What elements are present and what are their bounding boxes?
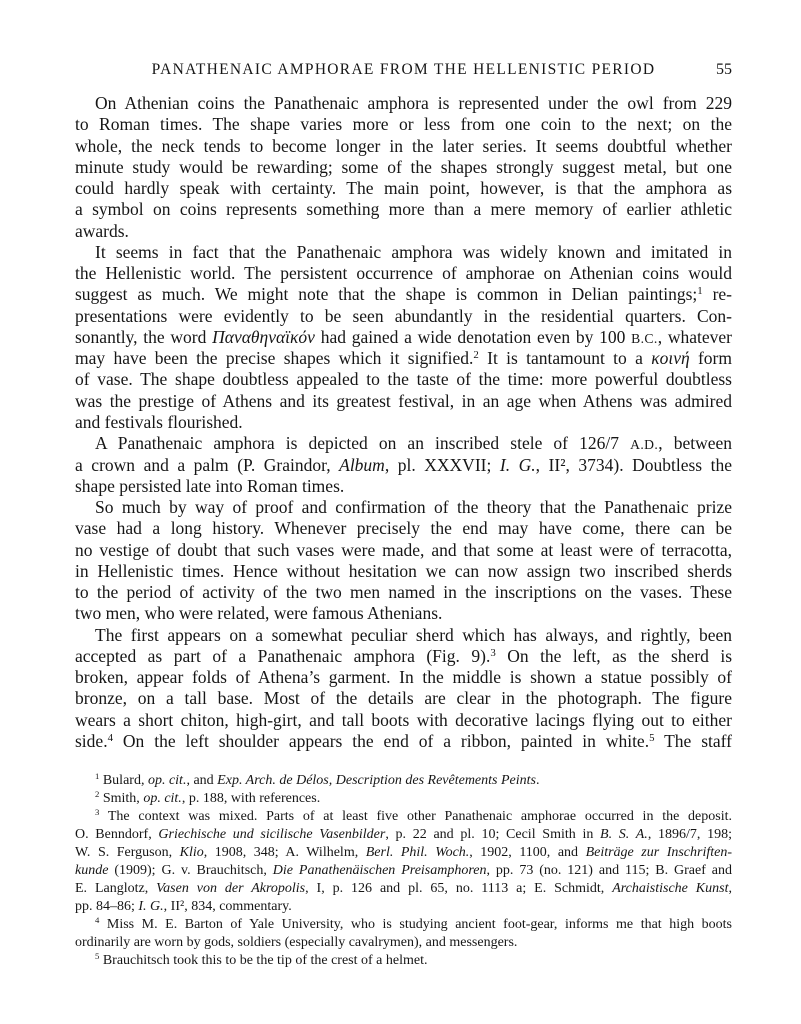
text-line: awards. — [75, 220, 129, 241]
text-run: , 1902, 1100, and — [469, 845, 586, 860]
running-title: PANATHENAIC AMPHORAE FROM THE HELLENISTIC PERIOD — [151, 61, 656, 78]
text-line: The first appears on a somewhat peculiar sherd which has always, and rightly, been — [95, 624, 732, 645]
text-line: to the period of activity of the two men named in the inscriptions on the vases. These — [75, 582, 732, 603]
text-run: The context was mixed. Parts of at least five other Panathenaic amphorae occurred in the deposit. — [99, 809, 732, 824]
italic-citation: Archaistische Kunst — [612, 881, 729, 896]
text-run: , II², 834, commentary. — [163, 899, 292, 914]
text-run: , between — [658, 433, 733, 454]
footnote-reference: 1 — [697, 285, 703, 298]
footnote-marker: 4 — [95, 915, 100, 926]
text-run: (1909); G. v. Brauchitsch, — [108, 863, 273, 878]
footnote-marker: 3 — [95, 807, 100, 818]
text-line — [75, 455, 732, 476]
text-line: It seems in fact that the Panathenaic amphora was widely known and imitated in — [95, 241, 732, 262]
text-line: in Hellenistic times. Hence without hesitation we can now assign two inscribed sherds — [75, 560, 732, 581]
footnote-reference: 5 — [649, 732, 655, 745]
text-line: to Roman times. The shape varies more or less from one coin to the next; on the — [75, 114, 732, 135]
footnote — [75, 916, 732, 952]
text-run: O. Benndorf, — [75, 827, 159, 842]
text-run: re- — [702, 284, 732, 305]
text-line: whole, the neck tends to become longer in the later series. It seems doubtful whether — [75, 135, 732, 156]
text-line — [75, 731, 732, 752]
text-run: , I, p. 126 and pl. 65, no. 1113 a; E. Schmidt, — [305, 881, 613, 896]
footnotes — [75, 772, 732, 970]
italic-citation: I. G. — [138, 899, 164, 914]
text-line: could hardly speak with certainty. The main point, however, is that the amphora as — [75, 178, 732, 199]
text-line: of vase. The shape doubtless appealed to the taste of the time: more powerful doubtless — [75, 369, 732, 390]
running-head — [75, 60, 732, 80]
footnote-marker: 2 — [95, 789, 100, 800]
body-text — [75, 93, 732, 752]
text-line: was the prestige of Athens and its greatest festival, in an age when Athens was admired — [75, 390, 732, 411]
footnote-line — [75, 862, 732, 880]
text-run: On the left, as the sherd is — [495, 645, 732, 666]
italic-citation: kunde — [75, 863, 109, 878]
text-run: A Panathenaic amphora is depicted on an inscribed stele of 126/7 — [95, 433, 631, 454]
footnote-line — [75, 844, 732, 862]
text-run: side. — [75, 730, 108, 751]
footnote-marker: 5 — [95, 951, 100, 962]
footnote-line — [75, 880, 732, 898]
text-run: accepted as part of a Panathenaic amphora (Fig. 9). — [75, 645, 491, 666]
footnote-line — [75, 772, 732, 790]
text-run: It is tantamount to a — [478, 348, 652, 369]
text-line: two men, who were related, were famous Athenians. — [75, 603, 443, 624]
footnote-line — [75, 790, 732, 808]
italic-citation: op. cit. — [143, 791, 182, 806]
text-run: , 1908, 348; A. Wilhelm, — [203, 845, 366, 860]
text-line: So much by way of proof and confirmation of the theory that the Panathenaic prize — [95, 497, 732, 518]
text-run: , 1896/7, 198; — [647, 827, 732, 842]
italic-citation: Griechische und sicilische Vasenbilder — [158, 827, 386, 842]
body-paragraph — [75, 497, 732, 625]
body-paragraph — [75, 625, 732, 753]
italic-citation: op. cit. — [147, 773, 187, 788]
text-run: , p. 188, with references. — [181, 791, 321, 806]
text-run: form — [689, 348, 732, 369]
era-abbreviation: A.D. — [630, 437, 659, 453]
italic-citation: Album — [339, 454, 385, 475]
text-line: bronze, on a tall base. Most of the details are clear in the photograph. The figure — [75, 688, 732, 709]
footnote-marker: 1 — [95, 771, 100, 782]
text-run: , pl. XXXVII; — [384, 454, 500, 475]
text-run: E. Langlotz, — [75, 881, 157, 896]
text-run: , II², 3734). Doubtless the — [535, 454, 733, 475]
footnote-reference: 3 — [490, 646, 496, 659]
text-run: The staff — [654, 730, 732, 751]
footnote-line — [75, 898, 732, 916]
italic-citation: Klio — [179, 845, 204, 860]
text-run: Miss M. E. Barton of Yale University, who is studying ancient foot-gear, informs me that high boots — [99, 917, 732, 932]
footnote-line — [75, 826, 732, 844]
text-run: Smith, — [99, 791, 144, 806]
footnote-reference: 2 — [473, 349, 479, 362]
text-run: suggest as much. We might note that the shape is common in Delian paintings; — [75, 284, 698, 305]
footnote-line — [75, 916, 732, 934]
text-run: , — [728, 881, 732, 896]
footnote — [75, 952, 732, 970]
italic-citation: Beiträge zur Inschriften- — [585, 845, 733, 860]
text-line: wears a short chiton, high-girt, and tall boots with decorative lacings flying out to either — [75, 709, 732, 730]
body-paragraph — [75, 93, 732, 242]
italic-citation: Vasen von der Akropolis — [156, 881, 306, 896]
text-line: minute study would be rewarding; some of the shapes strongly suggest metal, but one — [75, 156, 732, 177]
text-line: the Hellenistic world. The persistent occurrence of amphorae on Athenian coins would — [75, 263, 732, 284]
text-line — [75, 433, 732, 454]
italic-citation: I. G. — [499, 454, 536, 475]
italic-citation: Die Panathenäischen Preisamphoren — [272, 863, 487, 878]
body-paragraph — [75, 433, 732, 497]
footnote-reference: 4 — [107, 732, 113, 745]
page-number: 55 — [716, 61, 732, 78]
text-line — [75, 646, 732, 667]
text-line — [75, 348, 732, 369]
footnote-line — [75, 952, 732, 970]
text-run: , whatever — [657, 326, 733, 347]
text-run: . — [535, 773, 540, 788]
text-line: no vestige of doubt that such vases were made, and that some at least were of terracotta, — [75, 539, 732, 560]
text-run: pp. 84–86; — [75, 899, 139, 914]
footnote-line — [75, 808, 732, 826]
text-line: shape persisted late into Roman times. — [75, 475, 345, 496]
text-line: presentations were evidently to be seen abundantly in the residential quarters. Con- — [75, 305, 732, 326]
text-line: On Athenian coins the Panathenaic amphora is represented under the owl from 229 — [95, 93, 732, 113]
text-run: sonantly, the word — [75, 326, 213, 347]
footnote-line: ordinarily are worn by gods, soldiers (especially cavalrymen), and messengers. — [75, 935, 518, 950]
era-abbreviation: B.C. — [631, 330, 658, 346]
greek-word: κοινή — [651, 348, 690, 369]
text-line: broken, appear folds of Athena’s garment. In the middle is shown a statue possibly of — [75, 667, 732, 688]
text-run: a crown and a palm (P. Graindor, — [75, 454, 340, 475]
text-line: a symbol on coins represents something more than a mere memory of earlier athletic — [75, 199, 732, 220]
text-run: may have been the precise shapes which it signified. — [75, 348, 474, 369]
footnote — [75, 790, 732, 808]
greek-word: Παναθηναϊκόν — [212, 326, 315, 347]
text-line — [75, 327, 732, 348]
text-run: Brauchitsch took this to be the tip of the crest of a helmet. — [99, 953, 428, 968]
body-paragraph — [75, 242, 732, 433]
text-run: W. S. Ferguson, — [75, 845, 180, 860]
footnote — [75, 808, 732, 916]
italic-citation: Berl. Phil. Woch. — [365, 845, 470, 860]
text-line: and festivals flourished. — [75, 411, 243, 432]
italic-citation: B. S. A. — [600, 827, 648, 842]
italic-citation: Exp. Arch. de Délos, Description des Revêtements Peints — [217, 773, 536, 788]
text-run: had gained a wide denotation even by 100 — [314, 326, 632, 347]
text-run: , and — [186, 773, 218, 788]
footnote — [75, 772, 732, 790]
text-line: vase had a long history. Whenever precisely the end may have come, there can be — [75, 518, 732, 539]
text-line — [75, 284, 732, 305]
text-run: , p. 22 and pl. 10; Cecil Smith in — [385, 827, 601, 842]
text-run: Bulard, — [99, 773, 148, 788]
text-run: , pp. 73 (no. 121) and 115; B. Graef and — [486, 863, 732, 878]
text-run: On the left shoulder appears the end of a ribbon, painted in white. — [113, 730, 650, 751]
